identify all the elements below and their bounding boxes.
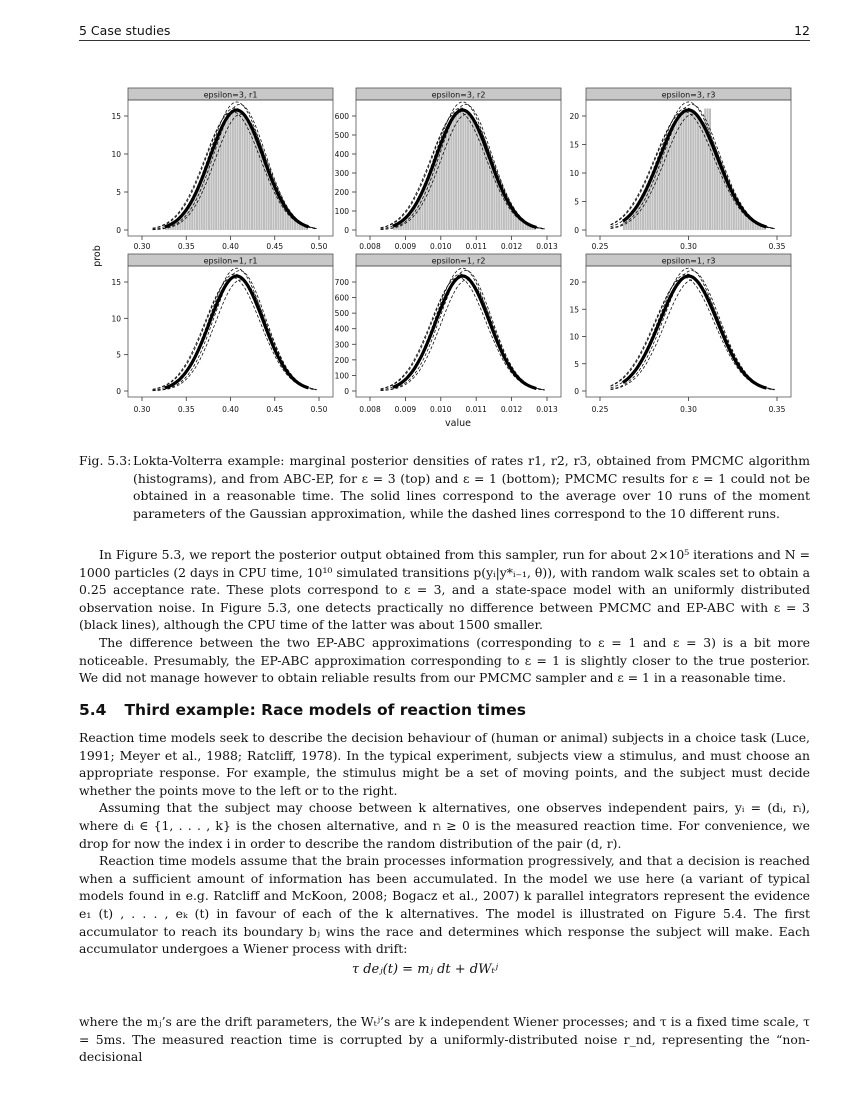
histogram-bar [253,131,255,230]
caption-text: Lokta-Volterra example: marginal posterior densities of rates r1, r2, r3, obtained from PMCMC algorithm (histograms), and from ABC-EP, for ε = 3 (top) and ε = 1 (bottom); PMCMC results for ε = 1 could not be obtained in a reasonable time. The solid lines correspond to the average over 10 runs of the moment parameters of the Gaussian approximation, while the dashed lines correspond to the 10 different runs. [133,453,810,521]
y-tick-label: 0 [344,226,349,235]
x-tick-label: 0.012 [500,242,523,251]
histogram-bar [683,112,685,230]
y-tick-label: 10 [111,150,121,159]
histogram-bar [443,138,445,230]
paragraph-results [79,546,810,687]
histogram-bar [673,126,675,230]
histogram-bar [412,210,414,230]
histogram-bar [194,197,196,230]
y-tick-label: 15 [111,278,121,287]
y-tick-label: 5 [574,359,579,369]
x-tick-label: 0.011 [465,242,487,251]
histogram-bar [687,110,689,230]
panel-title: epsilon=1, r3 [661,256,716,266]
y-tick-label: 100 [334,207,349,216]
histogram-bar [227,117,229,230]
y-tick-label: 15 [569,305,579,315]
dashed-run-curve [381,268,545,390]
x-tick-label: 0.35 [177,242,195,251]
paragraph-after-equation [79,1013,810,1066]
histogram-bar [690,110,692,230]
histogram-bar [410,213,412,230]
x-tick-label: 0.40 [222,242,239,251]
x-tick-label: 0.30 [680,405,697,414]
panel-title: epsilon=3, r1 [203,90,258,100]
y-tick-label: 700 [334,278,349,287]
histogram-bar [702,122,704,230]
x-tick-label: 0.008 [359,405,381,414]
histogram-bar [263,156,265,230]
histogram-bar [234,110,236,230]
y-tick-label: 5 [116,350,121,360]
x-tick-label: 0.011 [465,405,487,414]
histogram-bar [189,206,191,230]
histogram-bar [453,118,455,230]
x-tick-label: 0.30 [680,242,697,251]
paragraph-text: Assuming that the subject may choose between k alternatives, one observes independent pairs, yᵢ = (dᵢ, rᵢ), where dᵢ ∈ {1, . . . , k} is the chosen alternative, and rᵢ ≥ 0 is the measured reaction time. For convenience, we drop for now the index i in order to describe the random distribution of the pair (d, r). [79,800,810,851]
x-tick-label: 0.013 [536,242,558,251]
posterior-density-figure [86,86,796,431]
histogram-bar [699,118,701,230]
histogram-bar [716,155,718,230]
histogram-bar [474,121,476,230]
y-tick-label: 5 [116,188,121,197]
panel-title: epsilon=3, r2 [431,90,486,100]
x-tick-label: 0.010 [430,405,452,414]
histogram-bar [719,161,721,230]
x-tick-label: 0.009 [394,405,417,414]
average-curve [393,276,537,389]
section-body [79,729,810,958]
x-tick-label: 0.30 [133,405,151,414]
x-tick-label: 0.45 [266,405,284,414]
dashed-run-curve [153,268,317,390]
histogram-bar [676,122,678,230]
paragraph-text: Reaction time models assume that the brain processes information progressively, and that a decision is reached when a sufficient amount of information has been accumulated. In the model we use here (a variant of typical models found in e.g. Ratcliff and McKoon, 2008; Bogacz et al., 2007) k parallel integrators represent the evidence e₁ (t) , . . . , eₖ (t) in favour of each of the k alternatives. The model is illustrated on Figure 5.4. The first accumulator to reach its boundary bⱼ wins the race and determines which response the subject will make. Each accumulator undergoes a Wiener process with drift: [79,853,810,957]
panel-frame [356,266,561,397]
y-tick-label: 0 [574,387,579,396]
y-tick-label: 500 [334,131,349,140]
wiener-equation: τ deⱼ(t) = mⱼ dt + dWₜʲ [351,962,499,977]
y-tick-label: 0 [116,387,121,396]
histogram-bar [450,122,452,230]
histogram-bar [213,150,215,230]
y-tick-label: 600 [334,112,349,121]
histogram-bar [446,132,448,230]
dashed-run-curve [153,280,317,391]
section-heading [79,701,526,719]
histogram-bar [656,166,658,230]
histogram-bar [241,112,243,230]
histogram-bar [203,175,205,230]
histogram-bar [707,108,709,230]
y-tick-label: 0 [116,226,121,235]
histogram-bar [251,126,253,230]
histogram-bar [486,149,488,230]
x-tick-label: 0.50 [310,242,328,251]
section-number: 5.4 [79,701,107,719]
histogram-bar [460,111,462,230]
histogram-bar [222,126,224,230]
x-tick-label: 0.012 [500,405,523,414]
paragraph-text: In Figure 5.3, we report the posterior output obtained from this sampler, run for about 2×10⁵ iterations and N = 1000 particles (2 days in CPU time, 10¹⁰ simulated transitions p(yᵢ|y*ᵢ₋₁, θ)), with random walk scales set to obtain a 0.25 acceptance rate. These plots correspond to ε = 3, and a state-space model with an uniformly distributed observation noise. In Figure 5.3, one detects practically no difference between PMCMC and EP-ABC with ε = 3 (black lines), although the CPU time of the latter was about 1500 smaller. [79,547,810,633]
paragraph-text: Reaction time models seek to describe the decision behaviour of (human or animal) subjects in a choice task (Luce, 1991; Meyer et al., 1988; Ratcliff, 1978). In the typical experiment, subjects view a stimulus, and must choose an appropriate response. For example, the stimulus might be a set of moving points, and the subject must decide whether the points move to the left or to the right. [79,730,810,798]
y-tick-label: 15 [111,112,121,121]
y-axis-label: prob [92,245,103,267]
histogram-bar [709,108,711,230]
y-tick-label: 20 [569,112,579,121]
histogram-bar [697,115,699,230]
histogram-bar [232,112,234,230]
histogram-bar [225,121,227,230]
y-tick-label: 100 [334,371,349,381]
x-tick-label: 0.35 [768,405,786,414]
histogram-bar [457,112,459,230]
histogram-bar [623,221,625,230]
histogram-bar [265,163,267,230]
histogram-bar [206,169,208,230]
panel-title: epsilon=1, r2 [431,256,486,266]
x-tick-label: 0.50 [310,405,328,414]
dashed-run-curve [153,278,317,390]
y-tick-label: 400 [334,324,349,334]
histogram-bar [455,115,457,230]
panel-title: epsilon=1, r1 [203,256,258,266]
histogram-bar [714,149,716,230]
figure-caption [79,452,810,522]
y-tick-label: 0 [574,226,579,235]
histogram-bar [462,110,464,230]
paragraph-text: The difference between the two EP-ABC approximations (corresponding to ε = 1 and ε = 3) is a bit more noticeable. Presumably, the EP-ABC approximation corresponding to ε = 1 is slightly closer to the true posterior. We did not manage however to obtain reliable results from our PMCMC sampler and ε = 1 in a reasonable time. [79,634,810,686]
histogram-bar [472,117,474,230]
y-tick-label: 300 [334,340,349,350]
histogram-bar [685,111,687,230]
y-tick-label: 10 [111,314,121,324]
section-name: 5 Case studies [79,23,171,38]
y-tick-label: 15 [569,140,579,150]
section-title: Third example: Race models of reaction times [124,701,527,719]
x-tick-label: 0.35 [177,405,195,414]
panel-frame [586,266,791,397]
histogram-bar [182,216,184,230]
histogram-bar [434,164,436,230]
panel-frame [128,266,333,397]
y-tick-label: 0 [344,387,349,396]
x-tick-label: 0.30 [133,242,151,251]
y-tick-label: 10 [569,332,579,342]
histogram-bar [191,202,193,230]
histogram-bar [210,156,212,230]
running-header [79,22,810,41]
histogram-bar [201,182,203,230]
y-tick-label: 200 [334,188,349,197]
dashed-run-curve [153,271,317,391]
histogram-bar [448,127,450,230]
y-tick-label: 400 [334,150,349,159]
histogram-bar [246,117,248,230]
histogram-bar [479,131,481,230]
histogram-bar [465,110,467,230]
page-number: 12 [794,23,810,38]
x-tick-label: 0.25 [591,242,609,251]
y-tick-label: 300 [334,169,349,178]
histogram-bar [637,206,639,230]
histogram-bar [484,143,486,230]
histogram-bar [630,215,632,230]
histogram-bar [431,170,433,230]
panel-title: epsilon=3, r3 [661,90,716,100]
y-tick-label: 500 [334,309,349,319]
y-tick-label: 20 [569,278,579,287]
x-axis-label: value [445,418,471,429]
x-tick-label: 0.009 [394,242,417,251]
y-tick-label: 600 [334,293,349,303]
histogram-bar [237,110,239,230]
histogram-bar [469,114,471,230]
histogram-bar [249,121,251,230]
dashed-run-curve [381,278,545,391]
x-tick-label: 0.010 [430,242,452,251]
histogram-bar [467,112,469,230]
histogram-bar [640,202,642,230]
histogram-bar [196,193,198,230]
dashed-run-curve [381,280,545,391]
histogram-bar [678,118,680,230]
x-tick-label: 0.40 [222,405,239,414]
histogram-bar [671,131,673,230]
histogram-bar [692,111,694,230]
x-tick-label: 0.35 [768,242,786,251]
histogram-bar [680,115,682,230]
x-tick-label: 0.25 [591,405,609,414]
dashed-run-curve [381,274,545,390]
dashed-run-curve [153,274,317,390]
paragraph-text: where the mⱼ’s are the drift parameters, the Wₜʲ’s are k independent Wiener processes; and τ is a fixed time scale, τ = 5ms. The measured reaction time is corrupted by a uniformly-distributed noise r_nd, representing the “non-decisional [79,1014,810,1065]
caption-label: Fig. 5.3: [79,453,132,468]
x-tick-label: 0.013 [536,405,558,414]
histogram-bar [229,114,231,230]
y-tick-label: 10 [569,169,579,178]
histogram-bar [654,172,656,230]
dashed-run-curve [381,271,545,391]
y-tick-label: 5 [574,197,579,207]
average-curve [165,276,309,388]
histogram-bar [239,110,241,230]
histogram-bar [208,163,210,230]
x-tick-label: 0.45 [266,242,284,251]
x-tick-label: 0.008 [359,242,381,251]
y-tick-label: 200 [334,355,349,365]
histogram-bar [695,113,697,230]
histogram-bar [244,114,246,230]
histogram-bar [477,125,479,230]
